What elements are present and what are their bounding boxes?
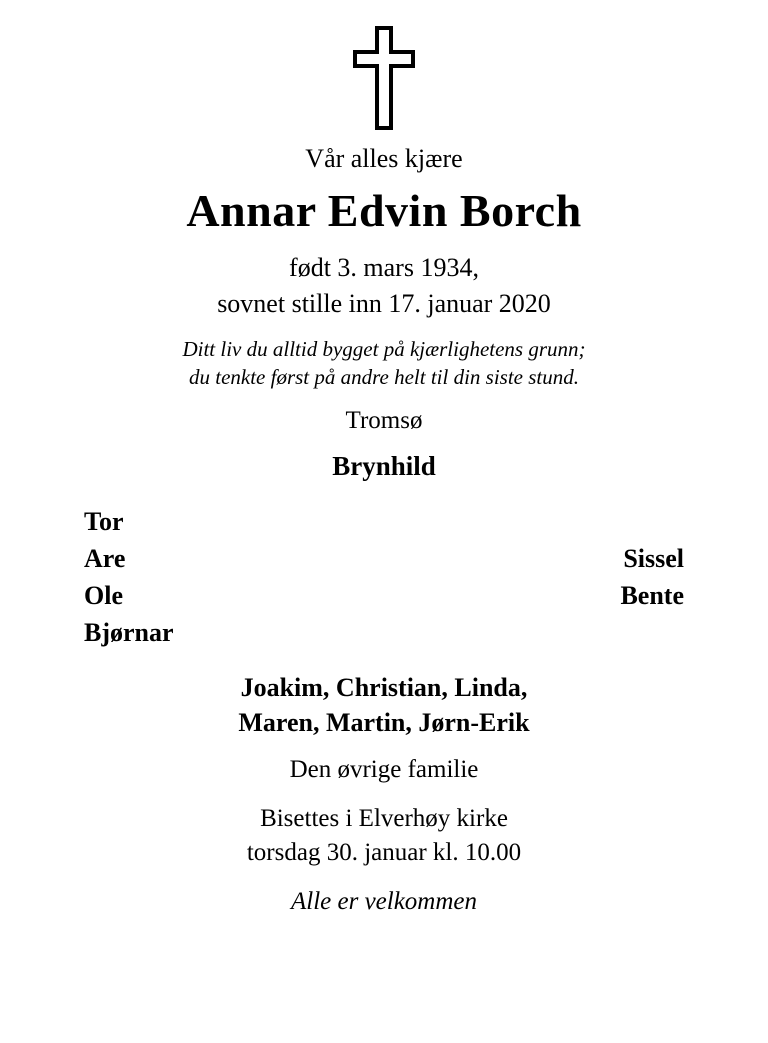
christian-cross-icon	[353, 26, 415, 130]
survivor-name-right: Sissel	[623, 544, 684, 574]
intro-text: Vår alles kjære	[305, 144, 463, 173]
grandchildren-line-2: Maren, Martin, Jørn-Erik	[238, 708, 530, 738]
verse-line-1: Ditt liv du alltid bygget på kjærlighetens grunn;	[182, 336, 586, 361]
survivor-row	[84, 504, 684, 541]
grandchildren-list	[40, 670, 728, 740]
survivor-name-left: Ole	[84, 581, 123, 611]
survivor-row	[84, 541, 684, 578]
spouse-name: Brynhild	[332, 451, 436, 482]
survivor-name-right: Bente	[620, 581, 684, 611]
survivor-name-left: Are	[84, 544, 126, 574]
grandchildren-line-1: Joakim, Christian, Linda,	[240, 672, 528, 702]
survivor-row	[84, 615, 684, 652]
welcome-text: Alle er velkommen	[290, 887, 478, 915]
verse-line-2: du tenkte først på andre helt til din siste stund.	[188, 365, 580, 390]
survivors-list	[84, 504, 684, 652]
survivor-row	[84, 578, 684, 615]
death-date-line: sovnet stille inn 17. januar 2020	[217, 288, 551, 318]
deceased-name: Annar Edvin Borch	[186, 184, 582, 236]
cross-symbol-container	[353, 26, 415, 130]
survivor-name-left: Tor	[84, 507, 124, 537]
ceremony-time: torsdag 30. januar kl. 10.00	[246, 838, 522, 866]
other-family-text: Den øvrige familie	[289, 756, 479, 784]
survivor-name-left: Bjørnar	[84, 618, 174, 648]
place-name: Tromsø	[345, 407, 423, 435]
ceremony-details	[40, 802, 728, 870]
ceremony-location: Bisettes i Elverhøy kirke	[260, 805, 508, 833]
life-dates	[40, 250, 728, 320]
memorial-verse	[40, 335, 728, 392]
birth-date-line: født 3. mars 1934,	[289, 253, 479, 283]
